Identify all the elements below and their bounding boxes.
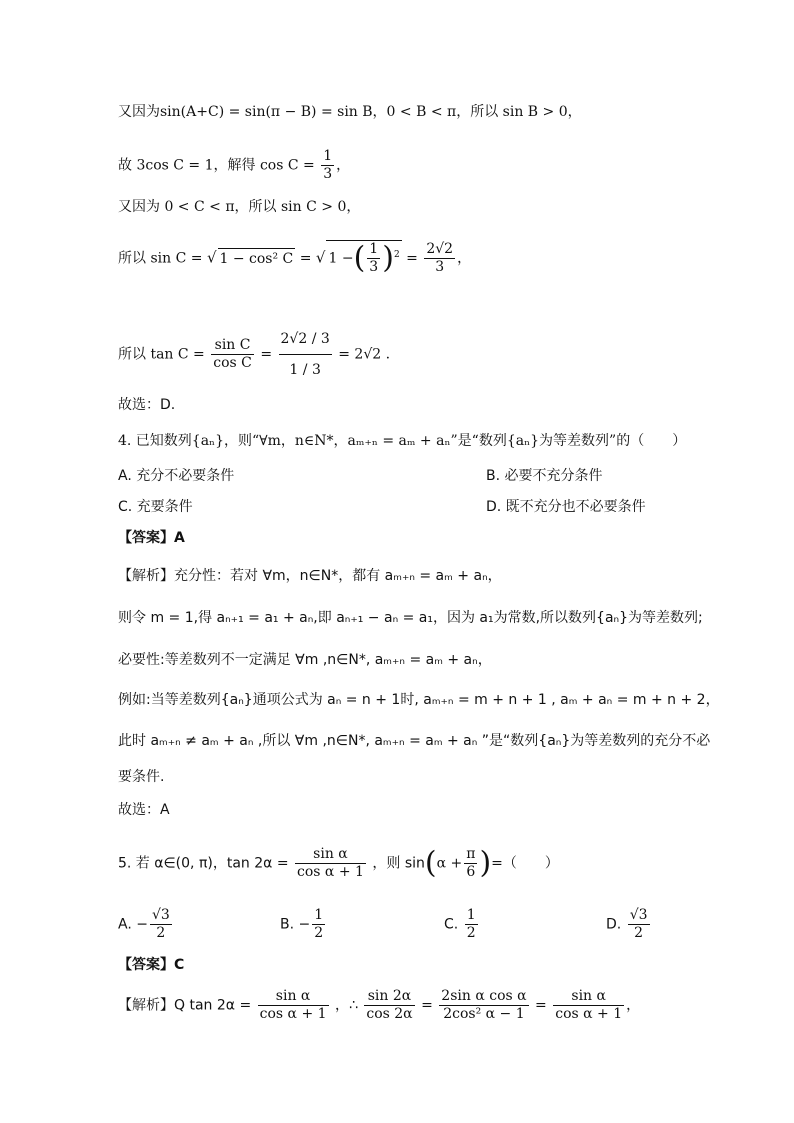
equals: = — [299, 250, 312, 267]
q4-explanation-6: 要条件. — [118, 769, 165, 785]
q5-explanation: 【解析】Q tan 2α = $\frac{\text{sin α}}{\text{cos α + 1}}$ ，∴ $\frac{\sin 2\alpha}{\cos 2\alpha}$ = $\frac{\text{2sin α cos α}}{\text{2cos² α − 1}}$ = $\frac{\text{sin α}}{\text{cos α + 1}}$ ， — [118, 988, 641, 1022]
question-4: 4. 已知数列{aₙ}，则“∀m，n∈N*，aₘ₊ₙ = aₘ + aₙ”是“数列{aₙ}为等差数列”的（ ） — [118, 433, 687, 449]
q4-explanation-5: 此时 aₘ₊ₙ ≠ aₘ + aₙ ,所以 ∀m ,n∈N*, aₘ₊ₙ = aₘ + aₙ ”是“数列{aₙ}为等差数列的充分不必 — [118, 733, 711, 749]
radical: 1 − cos² C — [218, 248, 296, 269]
text: 故 3cos C = 1，解得 cos C = — [118, 157, 315, 174]
question-5: 5. 若 α∈(0, π)，tan 2α = $\frac{\text{sin α}}{\text{cos α + 1}}$ ，则 sin(α + $\frac{\pi}{6}$ )=（ ） — [118, 845, 559, 881]
radical: 1 −( $\frac{1}{3}$ )$^2$ — [328, 240, 400, 276]
q5-option-b: B. − $\frac{1}{2}$ — [280, 907, 324, 941]
line-6 — [118, 395, 175, 415]
q4-option-c: C. 充要条件 — [118, 499, 193, 515]
math: sin(A+C) = sin(π − B) = sin B，0 < B < π，所以 sin B > 0， — [160, 104, 582, 120]
q4-select: 故选：A — [118, 802, 170, 818]
fraction: $\frac{2√2}{3}$ — [426, 241, 454, 275]
q5-option-c: C. $\frac{1}{2}$ — [444, 907, 476, 941]
q4-option-a: A. 充分不必要条件 — [118, 468, 235, 484]
q4-explanation-1: 【解析】充分性：若对 ∀m，n∈N*，都有 aₘ₊ₙ = aₘ + aₙ， — [118, 568, 502, 584]
fraction: $\frac{\text{sin α}}{\text{cos α + 1}}$ — [297, 846, 364, 880]
q4-explanation-2: 则令 m = 1,得 aₙ₊₁ = a₁ + aₙ,即 aₙ₊₁ − aₙ = a₁，因为 a₁为常数,所以数列{aₙ}为等差数列; — [118, 610, 703, 626]
punct: ， — [336, 157, 351, 174]
q4-explanation-3: 必要性:等差数列不一定满足 ∀m ,n∈N*, aₘ₊ₙ = aₘ + aₙ， — [118, 652, 492, 668]
text: 所以 sin C = — [118, 250, 203, 267]
q4-answer: 【答案】A — [118, 530, 185, 546]
line-4: 所以 sin C = √ 1 − cos² C = √ 1 −( $\frac{1}{3}$ )$^2$ = $\frac{2√2}{3}$ ， — [118, 240, 472, 276]
fraction: $\frac{\text{sin C}}{\text{cos C}}$ — [213, 337, 252, 371]
result: = 2√2 . — [338, 346, 391, 363]
answer-select: 故选：D. — [118, 397, 176, 413]
q4-option-b: B. 必要不充分条件 — [486, 468, 603, 484]
line-2 — [118, 148, 350, 183]
q4-option-d: D. 既不充分也不必要条件 — [486, 499, 646, 515]
text: 所以 tan C = — [118, 346, 205, 363]
q5-option-a: A. − $\frac{√3}{2}$ — [118, 907, 170, 941]
line-3 — [118, 197, 360, 217]
text: 又因为 0 < C < π，所以 sin C > 0， — [118, 199, 361, 215]
q5-option-d: D. $\frac{√3}{2}$ — [606, 907, 648, 941]
q4-explanation-4: 例如:当等差数列{aₙ}通项公式为 aₙ = n + 1时, aₘ₊ₙ = m + n + 1 , aₘ + aₙ = m + n + 2， — [118, 692, 720, 708]
line-5: 所以 tan C = $\frac{\text{sin C}}{\text{cos C}}$ = $\frac{2√2 / 3}{1 / 3}$ = 2√2 . — [118, 324, 390, 385]
line-1 — [118, 102, 582, 122]
compound-fraction: $\frac{2√2 / 3}{1 / 3}$ — [279, 324, 332, 385]
equals: = — [406, 250, 418, 267]
fraction: $\frac{1}{3}$ — [323, 148, 333, 182]
text: 又因为 — [118, 104, 160, 120]
q5-answer: 【答案】C — [118, 957, 185, 973]
